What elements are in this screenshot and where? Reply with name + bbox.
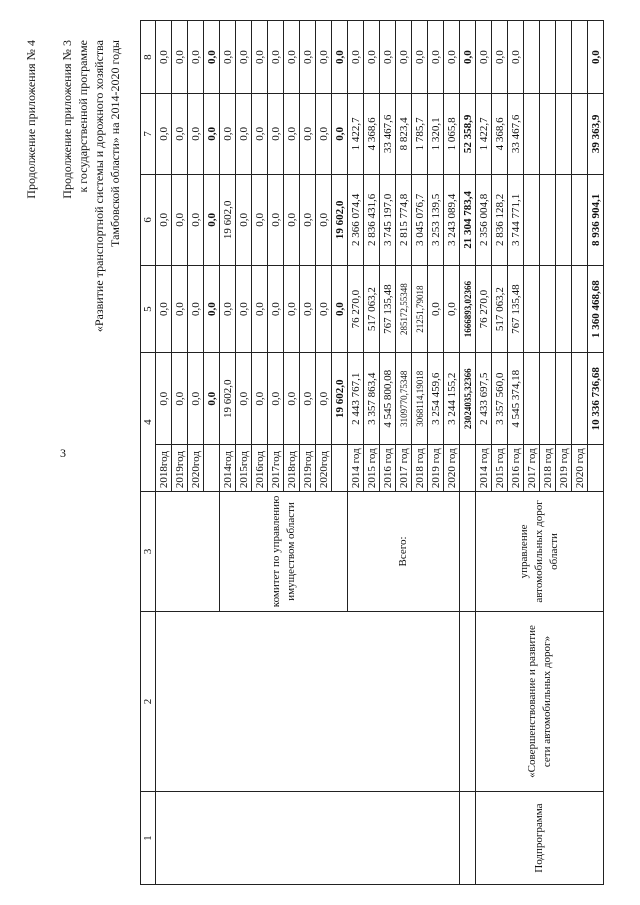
year-cell — [460, 445, 476, 492]
value-cell: 0,0 — [220, 266, 236, 353]
value-cell: 19 602,0 — [220, 353, 236, 445]
value-cell: 0,0 — [428, 266, 444, 353]
value-cell: 0,0 — [316, 21, 332, 94]
value-cell: 0,0 — [220, 94, 236, 174]
total-cell: 21 304 783,4 — [460, 174, 476, 265]
col-number: 8 — [141, 21, 156, 94]
total-cell: 39 363,9 — [588, 94, 604, 174]
table-row — [156, 21, 172, 885]
value-cell: 0,0 — [412, 21, 428, 94]
value-cell: 0,0 — [172, 94, 188, 174]
value-cell: 0,0 — [188, 266, 204, 353]
value-cell: 0,0 — [492, 21, 508, 94]
total-cell: 19 602,0 — [332, 174, 348, 265]
year-cell: 2020 год — [444, 445, 460, 492]
total-cell: 0,0 — [332, 21, 348, 94]
year-cell: 2014 год — [476, 445, 492, 492]
col-number: 5 — [141, 266, 156, 353]
value-cell: 0,0 — [156, 94, 172, 174]
value-cell — [524, 21, 540, 94]
year-cell — [204, 445, 220, 492]
value-cell: 0,0 — [172, 174, 188, 265]
year-cell: 2014год — [220, 445, 236, 492]
year-cell: 2015год — [236, 445, 252, 492]
value-cell: 0,0 — [316, 94, 332, 174]
year-cell: 2015 год — [492, 445, 508, 492]
value-cell: 0,0 — [236, 266, 252, 353]
value-cell: 2 356 004,8 — [476, 174, 492, 265]
value-cell: 0,0 — [380, 21, 396, 94]
value-cell: 2 836 128,2 — [492, 174, 508, 265]
value-cell: 1 065,8 — [444, 94, 460, 174]
value-cell: 0,0 — [268, 21, 284, 94]
total-cell: 8 936 904,1 — [588, 174, 604, 265]
value-cell: 3 357 863,4 — [364, 353, 380, 445]
table-row — [476, 21, 492, 885]
value-cell: 0,0 — [236, 21, 252, 94]
page-number: 3 — [60, 446, 66, 460]
total-cell: 0,0 — [204, 353, 220, 445]
agency-cell-roads: управление автомобильных дорог области — [476, 492, 604, 612]
value-cell: 3 357 560,0 — [492, 353, 508, 445]
value-cell — [572, 21, 588, 94]
value-cell: 0,0 — [172, 353, 188, 445]
year-cell: 2020год — [316, 445, 332, 492]
value-cell — [572, 94, 588, 174]
col-number: 6 — [141, 174, 156, 265]
value-cell: 0,0 — [348, 21, 364, 94]
financing-table — [140, 20, 604, 885]
value-cell — [572, 266, 588, 353]
value-cell: 3 243 089,4 — [444, 174, 460, 265]
col2-cell-continued — [156, 611, 460, 791]
total-cell: 1666893,02366 — [460, 266, 476, 353]
year-cell: 2020год — [188, 445, 204, 492]
total-cell: 0,0 — [204, 21, 220, 94]
value-cell: 0,0 — [156, 21, 172, 94]
total-cell: 0,0 — [204, 94, 220, 174]
header-line-5: Тамбовской области» на 2014-2020 годы — [108, 40, 122, 247]
col2-cell — [460, 611, 476, 791]
value-cell — [572, 353, 588, 445]
total-label-cell: Всего: — [348, 492, 460, 612]
year-cell: 2017 год — [396, 445, 412, 492]
total-cell: 1 360 468,68 — [588, 266, 604, 353]
year-cell: 2020 год — [572, 445, 588, 492]
value-cell: 0,0 — [188, 353, 204, 445]
value-cell: 0,0 — [156, 174, 172, 265]
value-cell: 0,0 — [428, 21, 444, 94]
document-header — [20, 20, 140, 885]
value-cell: 8 823,4 — [396, 94, 412, 174]
value-cell: 33 467,6 — [380, 94, 396, 174]
col1-cell — [460, 792, 476, 885]
subprogram-cell: Подпрограмма — [476, 792, 604, 885]
total-cell: 0,0 — [204, 174, 220, 265]
total-cell: 0,0 — [588, 21, 604, 94]
col3-cell — [460, 492, 476, 612]
value-cell: 517 063,2 — [364, 266, 380, 353]
year-cell: 2018год — [156, 445, 172, 492]
value-cell: 0,0 — [284, 353, 300, 445]
header-line-4: «Развитие транспортной системы и дорожного хозяйства — [92, 40, 106, 333]
value-cell — [524, 353, 540, 445]
header-line-2: Продолжение приложения № 3 — [60, 40, 74, 199]
value-cell: 0,0 — [188, 21, 204, 94]
year-cell: 2016 год — [380, 445, 396, 492]
value-cell — [540, 94, 556, 174]
value-cell: 0,0 — [188, 94, 204, 174]
value-cell: 0,0 — [252, 174, 268, 265]
total-cell: 10 336 736,68 — [588, 353, 604, 445]
value-cell: 3068114,19018 — [412, 353, 428, 445]
value-cell: 2 366 074,4 — [348, 174, 364, 265]
value-cell: 2 836 431,6 — [364, 174, 380, 265]
total-cell: 0,0 — [332, 266, 348, 353]
value-cell: 0,0 — [172, 21, 188, 94]
value-cell: 4 368,6 — [492, 94, 508, 174]
year-cell: 2019год — [172, 445, 188, 492]
value-cell: 0,0 — [300, 266, 316, 353]
value-cell: 0,0 — [396, 21, 412, 94]
value-cell — [540, 21, 556, 94]
value-cell: 0,0 — [172, 266, 188, 353]
value-cell: 3 745 197,0 — [380, 174, 396, 265]
value-cell: 0,0 — [268, 266, 284, 353]
value-cell: 33 467,6 — [508, 94, 524, 174]
year-cell: 2018год — [284, 445, 300, 492]
value-cell: 0,0 — [268, 353, 284, 445]
year-cell: 2017год — [268, 445, 284, 492]
value-cell: 0,0 — [300, 21, 316, 94]
value-cell — [556, 21, 572, 94]
value-cell: 0,0 — [252, 353, 268, 445]
value-cell: 0,0 — [236, 353, 252, 445]
total-cell: 23024035,32366 — [460, 353, 476, 445]
value-cell: 0,0 — [252, 94, 268, 174]
value-cell: 0,0 — [444, 21, 460, 94]
value-cell: 0,0 — [156, 353, 172, 445]
year-cell — [588, 445, 604, 492]
value-cell: 0,0 — [284, 94, 300, 174]
total-cell: 0,0 — [332, 94, 348, 174]
col-number: 3 — [141, 492, 156, 612]
value-cell: 0,0 — [220, 21, 236, 94]
col-number: 7 — [141, 94, 156, 174]
year-cell: 2016 год — [508, 445, 524, 492]
value-cell: 0,0 — [268, 94, 284, 174]
col1-cell-continued — [156, 792, 460, 885]
value-cell — [556, 353, 572, 445]
col3-cell-continued — [156, 492, 220, 612]
value-cell: 2 433 697,5 — [476, 353, 492, 445]
year-cell: 2018 год — [412, 445, 428, 492]
value-cell: 0,0 — [268, 174, 284, 265]
column-number-row — [141, 21, 156, 885]
value-cell: 19 602,0 — [220, 174, 236, 265]
header-line-1: Продолжение приложения № 4 — [24, 40, 38, 199]
value-cell: 3 744 771,1 — [508, 174, 524, 265]
table-row-total — [460, 21, 476, 885]
value-cell: 0,0 — [284, 21, 300, 94]
total-cell: 19 602,0 — [332, 353, 348, 445]
col-number: 1 — [141, 792, 156, 885]
value-cell: 0,0 — [284, 266, 300, 353]
value-cell: 0,0 — [156, 266, 172, 353]
value-cell — [540, 353, 556, 445]
year-cell: 2019 год — [556, 445, 572, 492]
value-cell — [524, 174, 540, 265]
value-cell: 3 253 139,5 — [428, 174, 444, 265]
value-cell: 517 063,2 — [492, 266, 508, 353]
value-cell: 4 545 800,08 — [380, 353, 396, 445]
value-cell: 3109770,75348 — [396, 353, 412, 445]
value-cell: 0,0 — [476, 21, 492, 94]
value-cell: 1 320,1 — [428, 94, 444, 174]
value-cell: 0,0 — [300, 353, 316, 445]
year-cell: 2018 год — [540, 445, 556, 492]
value-cell — [556, 94, 572, 174]
value-cell: 21251,79018 — [412, 266, 428, 353]
col-number: 4 — [141, 353, 156, 492]
value-cell: 0,0 — [316, 174, 332, 265]
value-cell: 3 045 076,7 — [412, 174, 428, 265]
year-cell: 2014 год — [348, 445, 364, 492]
value-cell — [524, 266, 540, 353]
value-cell: 2 443 767,1 — [348, 353, 364, 445]
value-cell: 0,0 — [316, 266, 332, 353]
value-cell: 0,0 — [188, 174, 204, 265]
value-cell — [540, 266, 556, 353]
value-cell: 0,0 — [284, 174, 300, 265]
value-cell: 285172,55348 — [396, 266, 412, 353]
value-cell: 0,0 — [316, 353, 332, 445]
value-cell — [556, 174, 572, 265]
value-cell: 76 270,0 — [348, 266, 364, 353]
value-cell: 0,0 — [508, 21, 524, 94]
value-cell: 1 422,7 — [476, 94, 492, 174]
total-cell: 52 358,9 — [460, 94, 476, 174]
value-cell — [556, 266, 572, 353]
value-cell: 0,0 — [300, 174, 316, 265]
year-cell: 2019год — [300, 445, 316, 492]
value-cell: 0,0 — [444, 266, 460, 353]
rotated-page — [20, 20, 620, 885]
value-cell: 2 815 774,8 — [396, 174, 412, 265]
value-cell: 0,0 — [236, 94, 252, 174]
value-cell: 0,0 — [300, 94, 316, 174]
value-cell: 3 244 155,2 — [444, 353, 460, 445]
value-cell: 3 254 459,6 — [428, 353, 444, 445]
agency-cell-property-committee: комитет по управлению имуществом области — [220, 492, 348, 612]
year-cell: 2015 год — [364, 445, 380, 492]
value-cell: 0,0 — [252, 21, 268, 94]
year-cell: 2016год — [252, 445, 268, 492]
value-cell — [540, 174, 556, 265]
value-cell — [524, 94, 540, 174]
value-cell: 0,0 — [252, 266, 268, 353]
value-cell: 4 545 374,18 — [508, 353, 524, 445]
value-cell: 76 270,0 — [476, 266, 492, 353]
total-cell: 0,0 — [460, 21, 476, 94]
year-cell — [332, 445, 348, 492]
year-cell: 2019 год — [428, 445, 444, 492]
value-cell: 0,0 — [236, 174, 252, 265]
subprogram-title-cell: «Совершенствование и развитие сети автомобильных дорог» — [476, 611, 604, 791]
total-cell: 0,0 — [204, 266, 220, 353]
value-cell: 4 368,6 — [364, 94, 380, 174]
value-cell: 0,0 — [364, 21, 380, 94]
value-cell: 1 422,7 — [348, 94, 364, 174]
value-cell: 767 135,48 — [508, 266, 524, 353]
header-line-3: к государственной программе — [76, 40, 90, 193]
year-cell: 2017 год — [524, 445, 540, 492]
value-cell — [572, 174, 588, 265]
col-number: 2 — [141, 611, 156, 791]
value-cell: 767 135,48 — [380, 266, 396, 353]
value-cell: 1 785,7 — [412, 94, 428, 174]
